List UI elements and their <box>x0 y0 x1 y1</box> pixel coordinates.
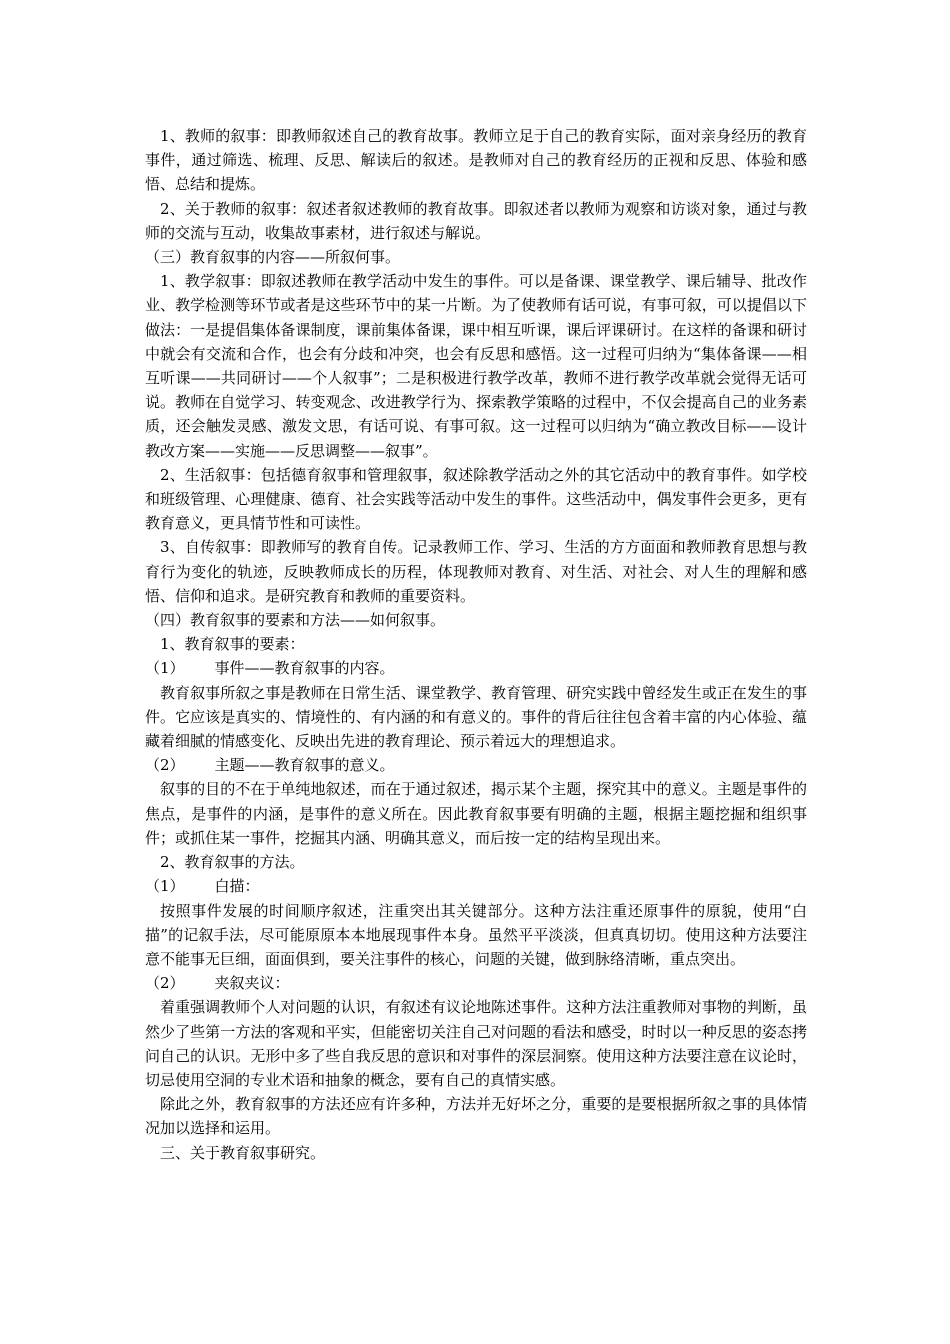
item-narrative-commentary <box>145 971 807 995</box>
subheading-methods: 2、教育叙事的方法。 <box>160 853 305 872</box>
paragraph-theme-description: 叙事的目的不在于单纯地叙述，而在于通过叙述，揭示某个主题，探究其中的意义。主题是事件的焦点，是事件的内涵，是事件的意义所在。因此教育叙事要有明确的主题，根据主题挖掘和组织事件；或抓住某一事件，挖掘其内涵、明确其意义，而后按一定的结构呈现出来。 <box>145 780 807 847</box>
paragraph-other-methods: 除此之外，教育叙事的方法还应有许多种，方法并无好坏之分，重要的是要根据所叙之事的具体情况加以选择和运用。 <box>145 1095 807 1138</box>
item-event <box>145 656 807 680</box>
item-number: （2） <box>145 756 185 775</box>
section-heading-content: （三）教育叙事的内容——所叙何事。 <box>145 248 401 267</box>
item-theme <box>145 753 807 777</box>
item-text: 主题——教育叙事的意义。 <box>214 756 395 775</box>
paragraph-event-description: 教育叙事所叙之事是教师在日常生活、课堂教学、教育管理、研究实践中曾经发生或正在发生的事件。它应该是真实的、情境性的、有内涵的和有意义的。事件的背后往往包含着丰富的内心体验、蕴藏着细腻的情感变化、反映出先进的教育理论、预示着远大的理想追求。 <box>145 683 807 751</box>
item-number: （1） <box>145 877 185 896</box>
paragraph-narrative-commentary: 着重强调教师个人对问题的认识，有叙述有议论地陈述事件。这种方法注重教师对事物的判断，虽然少了些第一方法的客观和平实，但能密切关注自己对问题的看法和感受，时时以一种反思的姿态拷问自己的认识。无形中多了些自我反思的意识和对事件的深层洞察。使用这种方法要注意在议论时，切忌使用空洞的专业术语和抽象的概念，要有自己的真情实感。 <box>145 998 807 1089</box>
section-heading-research: 三、关于教育叙事研究。 <box>160 1143 326 1162</box>
paragraph-autobiography-narrative: 3、自传叙事：即教师写的教育自传。记录教师工作、学习、生活的方方面面和教师教育思想与教育行为变化的轨迹，反映教师成长的历程，体现教师对教育、对生活、对社会、对人生的理解和感悟、信仰和追求。是研究教育和教师的重要资料。 <box>145 538 807 605</box>
paragraph-teacher-narrative: 1、教师的叙事：即教师叙述自己的教育故事。教师立足于自己的教育实际，面对亲身经历的教育事件，通过筛选、梳理、反思、解读后的叙述。是教师对自己的教育经历的正视和反思、体验和感悟、总结和提炼。 <box>145 127 807 194</box>
item-number: （1） <box>145 659 185 678</box>
section-heading-elements-methods: （四）教育叙事的要素和方法——如何叙事。 <box>145 611 446 630</box>
item-number: （2） <box>145 974 185 993</box>
paragraph-plain-description: 按照事件发展的时间顺序叙述，注重突出其关键部分。这种方法注重还原事件的原貌，使用“白描”的记叙手法，尽可能原原本本地展现事件本身。虽然平平淡淡，但真真切切。使用这种方法要注意不能事无巨细，面面俱到，要关注事件的核心，问题的关键，做到脉络清晰，重点突出。 <box>145 901 807 968</box>
item-text: 事件——教育叙事的内容。 <box>214 659 395 678</box>
paragraph-teaching-narrative: 1、教学叙事：即叙述教师在教学活动中发生的事件。可以是备课、课堂教学、课后辅导、批改作业、教学检测等环节或者是这些环节中的某一片断。为了使教师有话可说，有事可叙，可以提倡以下做法：一是提倡集体备课制度，课前集体备课，课中相互听课，课后评课研讨。在这样的备课和研讨中就会有交流和合作，也会有分歧和冲突，也会有反思和感悟。这一过程可归纳为“集体备课——相互听课——共同研讨——个人叙事”；二是积极进行教学改革，教师不进行教学改革就会觉得无话可说。教师在自觉学习、转变观念、改进教学行为、探索教学策略的过程中，不仅会提高自己的业务素质，还会触发灵感、激发文思，有话可说、有事可叙。这一过程可以归纳为“确立教改目标——设计教改方案——实施——反思调整——叙事”。 <box>145 272 807 460</box>
item-text: 白描： <box>214 877 260 896</box>
paragraph-about-teacher-narrative: 2、关于教师的叙事：叙述者叙述教师的教育故事。即叙述者以教师为观察和访谈对象，通过与教师的交流与互动，收集故事素材，进行叙述与解说。 <box>145 199 807 242</box>
document-body <box>145 124 807 1165</box>
subheading-elements: 1、教育叙事的要素： <box>160 635 305 654</box>
item-plain-description <box>145 874 807 898</box>
item-text: 夹叙夹议： <box>214 974 290 993</box>
paragraph-life-narrative: 2、生活叙事：包括德育叙事和管理叙事，叙述除教学活动之外的其它活动中的教育事件。如学校和班级管理、心理健康、德育、社会实践等活动中发生的事件。这些活动中，偶发事件会更多，更有教育意义，更具情节性和可读性。 <box>145 465 807 533</box>
